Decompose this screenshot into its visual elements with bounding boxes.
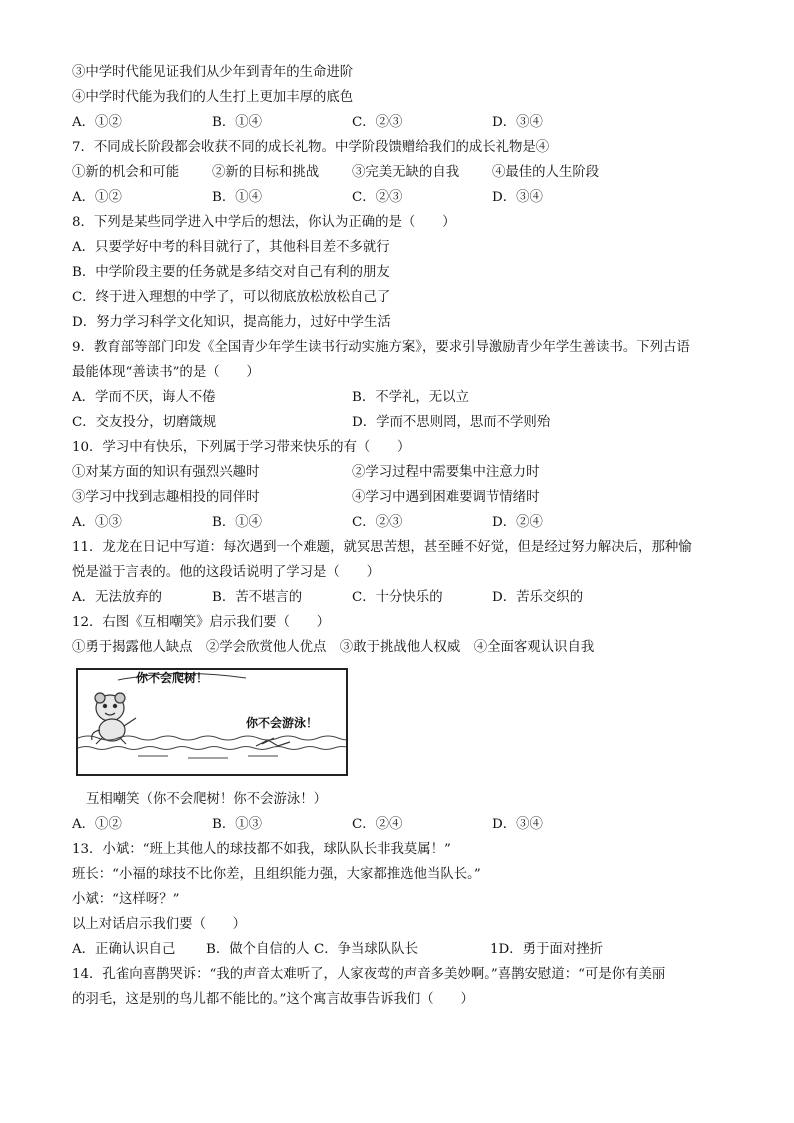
choice-b: B．做个自信的人 <box>206 942 310 957</box>
choice-c: C．②③ <box>352 515 403 530</box>
option-statement-4: ④中学时代能为我们的人生打上更加丰厚的底色 <box>72 90 354 105</box>
statement-1: ①对某方面的知识有强烈兴趣时 <box>72 465 260 480</box>
q8-choice-b: B．中学阶段主要的任务就是多结交对自己有利的朋友 <box>72 265 390 280</box>
choice-d: 1D．勇于面对挫折 <box>490 942 603 957</box>
choice-c: C．争当球队队长 <box>314 942 418 957</box>
option-statement-3: ③中学时代能见证我们从少年到青年的生命进阶 <box>72 65 354 80</box>
q8-choice-d: D．努力学习科学文化知识，提高能力，过好中学生活 <box>72 315 391 330</box>
choice-c: C．②③ <box>352 190 403 205</box>
choice-d: D．②④ <box>492 515 543 530</box>
choice-b: B．不学礼，无以立 <box>352 390 469 405</box>
question-7: 7．不同成长阶段都会收获不同的成长礼物。中学阶段馈赠给我们的成长礼物是④ <box>72 140 550 155</box>
statement-3: ③学习中找到志趣相投的同伴时 <box>72 490 260 505</box>
question-11-line-2: 悦是溢于言表的。他的这段话说明了学习是（ ） <box>72 565 380 580</box>
statement-2: ②学习过程中需要集中注意力时 <box>352 465 540 480</box>
question-13-line-1: 13．小斌：“班上其他人的球技都不如我，球队队长非我莫属！” <box>72 842 451 857</box>
choice-b: B．①④ <box>212 190 263 205</box>
question-9-line-2: 最能体现“善读书”的是（ ） <box>72 365 260 380</box>
question-8: 8．下列是某些同学进入中学后的想法，你认为正确的是（ ） <box>72 215 456 230</box>
question-13-line-2: 班长：“小福的球技不比你差，且组织能力强，大家都推选他当队长。” <box>72 867 481 882</box>
statement-2: ②新的目标和挑战 <box>212 165 320 180</box>
comic-illustration <box>76 668 348 776</box>
question-9-line-1: 9．教育部等部门印发《全国青少年学生读书行动实施方案》，要求引导激励青少年学生善读书。下列古语 <box>72 340 690 355</box>
choice-c: C．十分快乐的 <box>352 590 443 605</box>
choice-b: B．①④ <box>212 515 263 530</box>
speech-bubble-swim: 你不会游泳！ <box>246 716 319 730</box>
choice-d: D．③④ <box>492 817 543 832</box>
q8-choice-c: C．终于进入理想的中学了，可以彻底放松放松自己了 <box>72 290 391 305</box>
choice-c: C．②④ <box>352 817 403 832</box>
choice-a: A．无法放弃的 <box>72 590 163 605</box>
choice-a: A．正确认识自己 <box>72 942 176 957</box>
choice-a: A．学而不厌，诲人不倦 <box>72 390 216 405</box>
speech-bubble-climb: 你不会爬树！ <box>136 671 209 685</box>
question-14-line-1: 14．孔雀向喜鹊哭诉：“我的声音太难听了，人家夜莺的声音多美妙啊。”喜鹊安慰道：“可是你有美丽 <box>72 967 666 982</box>
q8-choice-a: A．只要学好中考的科目就行了，其他科目差不多就行 <box>72 240 390 255</box>
question-13-line-3: 小斌：“这样呀？” <box>72 892 180 907</box>
q12-statements: ①勇于揭露他人缺点 ②学会欣赏他人优点 ③敢于挑战他人权威 ④全面客观认识自我 <box>72 640 595 655</box>
statement-4: ④最佳的人生阶段 <box>492 165 600 180</box>
choice-d: D．③④ <box>492 190 543 205</box>
choice-d: D．学而不思则罔，思而不学则殆 <box>352 415 551 430</box>
comic-caption: 互相嘲笑（你不会爬树！你不会游泳！） <box>86 792 328 807</box>
question-10: 10．学习中有快乐，下列属于学习带来快乐的有（ ） <box>72 440 411 455</box>
choice-c: C．②③ <box>352 115 403 130</box>
question-12: 12．右图《互相嘲笑》启示我们要（ ） <box>72 615 331 630</box>
choice-a: A．①② <box>72 115 122 130</box>
choice-b: B．①③ <box>212 817 263 832</box>
choice-a: A．①② <box>72 817 122 832</box>
choice-a: A．①② <box>72 190 122 205</box>
choice-a: A．①③ <box>72 515 122 530</box>
choice-c: C．交友投分，切磨箴规 <box>72 415 217 430</box>
choice-b: B．①④ <box>212 115 263 130</box>
choice-b: B．苦不堪言的 <box>212 590 303 605</box>
question-11-line-1: 11．龙龙在日记中写道：每次遇到一个难题，就冥思苦想，甚至睡不好觉，但是经过努力解决后，那种愉 <box>72 540 692 555</box>
statement-1: ①新的机会和可能 <box>72 165 180 180</box>
choice-d: D．③④ <box>492 115 543 130</box>
question-13-line-4: 以上对话启示我们要（ ） <box>72 917 247 932</box>
question-14-line-2: 的羽毛，这是别的鸟儿都不能比的。”这个寓言故事告诉我们（ ） <box>72 992 474 1007</box>
statement-3: ③完美无缺的自我 <box>352 165 460 180</box>
choice-d: D．苦乐交织的 <box>492 590 584 605</box>
statement-4: ④学习中遇到困难要调节情绪时 <box>352 490 540 505</box>
